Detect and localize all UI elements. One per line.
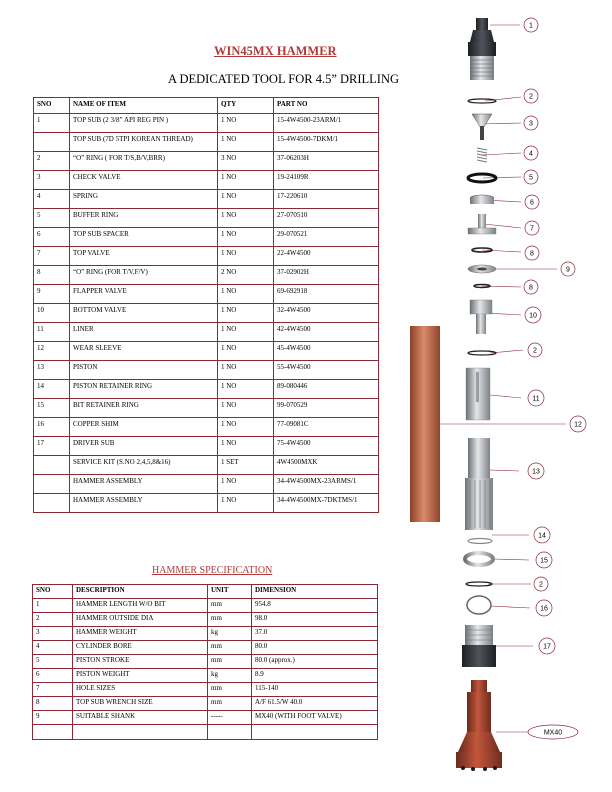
parts-cell-name: LINER (70, 323, 218, 342)
parts-cell-sno: 16 (34, 418, 70, 437)
parts-cell-name: TOP SUB (7D 5TPI KOREAN THREAD) (70, 133, 218, 152)
spec-cell-unit: mm (208, 641, 252, 655)
spec-col-description: DESCRIPTION (73, 585, 208, 599)
top-sub-drawing (468, 18, 496, 80)
spec-title: HAMMER SPECIFICATION (152, 565, 273, 576)
spec-cell-dimension: A/F 61.5/W 40.0 (252, 697, 378, 711)
spec-cell-description: SUITABLE SHANK (73, 711, 208, 725)
page-title: WIN45MX HAMMER (214, 44, 337, 58)
parts-cell-name: “O” RING ( FOR T/S,B/V,BRR) (70, 152, 218, 171)
parts-cell-qty: 1 NO (218, 437, 274, 456)
page-subtitle: A DEDICATED TOOL FOR 4.5” DRILLING (168, 72, 400, 86)
callout-label: 6 (530, 199, 534, 207)
parts-cell-qty: 1 NO (218, 399, 274, 418)
parts-cell-name: COPPER SHIM (70, 418, 218, 437)
parts-cell-qty: 1 NO (218, 494, 274, 513)
parts-cell-name: HAMMER ASSEMBLY (70, 494, 218, 513)
parts-cell-sno: 4 (34, 190, 70, 209)
parts-cell-sno: 5 (34, 209, 70, 228)
col-sno: SNO (34, 98, 70, 114)
callout-label: 5 (529, 174, 533, 182)
check-valve-drawing (472, 114, 492, 140)
callout-label: 15 (540, 557, 548, 565)
parts-cell-qty: 1 NO (218, 342, 274, 361)
spec-cell-description: PISTON STROKE (73, 655, 208, 669)
callout-label: 14 (538, 532, 546, 540)
spec-cell-unit: mm (208, 655, 252, 669)
bottom-valve-drawing (470, 300, 492, 334)
parts-cell-part-no: 32-4W4500 (274, 304, 379, 323)
driver-sub-drawing (462, 625, 496, 667)
wear-sleeve-drawing (410, 326, 440, 522)
parts-cell-part-no: 37-06203H (274, 152, 379, 171)
spec-cell-description: HAMMER LENGTH W/O BIT (73, 599, 208, 613)
parts-cell-name: SERVICE KIT (S.NO 2,4,5,8&16) (70, 456, 218, 475)
parts-cell-name: TOP VALVE (70, 247, 218, 266)
spec-col-dimension: DIMENSION (252, 585, 378, 599)
liner-drawing (466, 368, 490, 420)
callout-label: 2 (533, 347, 537, 355)
parts-cell-sno: 17 (34, 437, 70, 456)
spec-col-sno: SNO (33, 585, 73, 599)
callout-label: 11 (532, 395, 540, 403)
spec-cell-unit: kg (208, 669, 252, 683)
parts-cell-name: BOTTOM VALVE (70, 304, 218, 323)
col-part-no: PART NO (274, 98, 379, 114)
callout-label: 17 (543, 643, 551, 651)
col-name: NAME OF ITEM (70, 98, 218, 114)
parts-cell-name: SPRING (70, 190, 218, 209)
parts-cell-qty: 1 NO (218, 475, 274, 494)
top-valve-drawing (468, 214, 496, 234)
parts-cell-sno: 7 (34, 247, 70, 266)
parts-cell-qty: 2 NO (218, 266, 274, 285)
parts-cell-part-no: 15-4W4500-23ARM/1 (274, 114, 379, 133)
spec-cell-unit: mm (208, 683, 252, 697)
parts-cell-name: PISTON RETAINER RING (70, 380, 218, 399)
spec-cell-sno: 5 (33, 655, 73, 669)
parts-cell-sno: 2 (34, 152, 70, 171)
parts-cell-name: WEAR SLEEVE (70, 342, 218, 361)
spec-cell-dimension: 954.8 (252, 599, 378, 613)
parts-cell-name: BUFFER RING (70, 209, 218, 228)
spec-cell-sno: 1 (33, 599, 73, 613)
parts-cell-sno: 13 (34, 361, 70, 380)
parts-cell-part-no: 42-4W4500 (274, 323, 379, 342)
spec-cell-unit: kg (208, 627, 252, 641)
parts-cell-qty: 1 NO (218, 114, 274, 133)
copper-shim-drawing (467, 596, 491, 614)
spacer-drawing (470, 195, 494, 204)
spec-cell-sno: 7 (33, 683, 73, 697)
parts-cell-name: PISTON (70, 361, 218, 380)
parts-cell-qty: 1 NO (218, 209, 274, 228)
parts-cell-name: CHECK VALVE (70, 171, 218, 190)
parts-cell-name: TOP SUB (2 3/8” API REG PIN ) (70, 114, 218, 133)
spec-cell-sno: 9 (33, 711, 73, 725)
parts-cell-qty: 1 NO (218, 247, 274, 266)
mx40-bit-drawing (456, 680, 502, 771)
parts-cell-part-no: 75-4W4500 (274, 437, 379, 456)
spec-cell-description: CYLINDER BORE (73, 641, 208, 655)
spec-cell-sno: 4 (33, 641, 73, 655)
parts-cell-name: HAMMER ASSEMBLY (70, 475, 218, 494)
parts-cell-qty: 1 NO (218, 133, 274, 152)
spec-cell-sno: 3 (33, 627, 73, 641)
callout-label: 13 (532, 468, 540, 476)
spec-cell-dimension: 115-140 (252, 683, 378, 697)
callout-label: 16 (540, 605, 548, 613)
spec-cell-unit: ----- (208, 711, 252, 725)
parts-cell-sno: 14 (34, 380, 70, 399)
spec-cell-sno: 6 (33, 669, 73, 683)
parts-cell-qty: 1 NO (218, 361, 274, 380)
spec-cell-dimension: 80.0 (252, 641, 378, 655)
parts-cell-part-no: 27-070510 (274, 209, 379, 228)
piston-drawing (465, 438, 493, 530)
spec-cell-unit: mm (208, 599, 252, 613)
flapper-valve-drawing (468, 265, 496, 273)
parts-cell-sno: 1 (34, 114, 70, 133)
parts-cell-qty: 1 NO (218, 304, 274, 323)
callout-label: 9 (566, 266, 570, 274)
spec-cell-unit: mm (208, 613, 252, 627)
callout-label: 7 (530, 225, 534, 233)
callout-label: 1 (529, 22, 533, 30)
o-ring-drawing (468, 99, 496, 103)
col-qty: QTY (218, 98, 274, 114)
spec-col-unit: UNIT (208, 585, 252, 599)
parts-cell-qty: 1 NO (218, 190, 274, 209)
parts-cell-qty: 1 SET (218, 456, 274, 475)
parts-cell-qty: 1 NO (218, 228, 274, 247)
spec-cell-dimension: 98.0 (252, 613, 378, 627)
callout-label: MX40 (543, 729, 563, 737)
parts-cell-name: TOP SUB SPACER (70, 228, 218, 247)
piston-retainer-ring-drawing (468, 539, 492, 544)
parts-cell-part-no: 19-24109R (274, 171, 379, 190)
callout-label: 12 (574, 421, 582, 429)
spec-cell-description: HOLE SIZES (73, 683, 208, 697)
spec-cell-sno: 8 (33, 697, 73, 711)
parts-cell-name: FLAPPER VALVE (70, 285, 218, 304)
parts-cell-sno: 10 (34, 304, 70, 323)
parts-cell-sno: 9 (34, 285, 70, 304)
parts-cell-sno: 6 (34, 228, 70, 247)
parts-cell-part-no: 22-4W4500 (274, 247, 379, 266)
callout-label: 8 (530, 250, 534, 258)
spec-cell-description: HAMMER OUTSIDE DIA (73, 613, 208, 627)
parts-cell-name: BIT RETAINER RING (70, 399, 218, 418)
parts-cell-part-no: 37-02902H (274, 266, 379, 285)
callout-label: 2 (529, 93, 533, 101)
parts-cell-sno: 12 (34, 342, 70, 361)
parts-cell-qty: 1 NO (218, 323, 274, 342)
parts-cell-name: DRIVER SUB (70, 437, 218, 456)
parts-cell-part-no: 55-4W4500 (274, 361, 379, 380)
parts-cell-sno: 15 (34, 399, 70, 418)
parts-cell-part-no: 89-080446 (274, 380, 379, 399)
parts-cell-part-no: 15-4W4500-7DKM/1 (274, 133, 379, 152)
callout-label: 10 (529, 312, 537, 320)
parts-cell-part-no: 4W4500MXK (274, 456, 379, 475)
parts-cell-part-no: 45-4W4500 (274, 342, 379, 361)
spec-cell-sno: 2 (33, 613, 73, 627)
parts-cell-qty: 1 NO (218, 418, 274, 437)
parts-cell-part-no: 77-09081C (274, 418, 379, 437)
parts-cell-name: “O” RING (FOR T/V,F/V) (70, 266, 218, 285)
spec-cell-description: PISTON WEIGHT (73, 669, 208, 683)
parts-cell-qty: 1 NO (218, 285, 274, 304)
parts-cell-sno: 11 (34, 323, 70, 342)
parts-cell-part-no: 17-220610 (274, 190, 379, 209)
parts-cell-part-no: 34-4W4500MX-23ARMS/1 (274, 475, 379, 494)
spec-cell-description: HAMMER WEIGHT (73, 627, 208, 641)
spec-cell-dimension: 37.0 (252, 627, 378, 641)
spec-cell-description: TOP SUB WRENCH SIZE (73, 697, 208, 711)
bit-retainer-ring-drawing (465, 553, 493, 565)
spec-cell-dimension: 80.0 (approx.) (252, 655, 378, 669)
spec-cell-unit: mm (208, 697, 252, 711)
parts-cell-part-no: 29-070521 (274, 228, 379, 247)
parts-cell-sno: 8 (34, 266, 70, 285)
callout-label: 3 (529, 120, 533, 128)
parts-cell-part-no: 69-692918 (274, 285, 379, 304)
parts-cell-part-no: 34-4W4500MX-7DKTMS/1 (274, 494, 379, 513)
parts-cell-qty: 1 NO (218, 380, 274, 399)
spec-cell-dimension: 8.9 (252, 669, 378, 683)
parts-cell-part-no: 99-070529 (274, 399, 379, 418)
callout-label: 8 (529, 284, 533, 292)
parts-cell-qty: 1 NO (218, 171, 274, 190)
spec-cell-dimension: MX40 (WITH FOOT VALVE) (252, 711, 378, 725)
callout-label: 2 (539, 581, 543, 589)
callout-label: 4 (529, 150, 533, 158)
parts-cell-qty: 3 NO (218, 152, 274, 171)
parts-cell-sno: 3 (34, 171, 70, 190)
